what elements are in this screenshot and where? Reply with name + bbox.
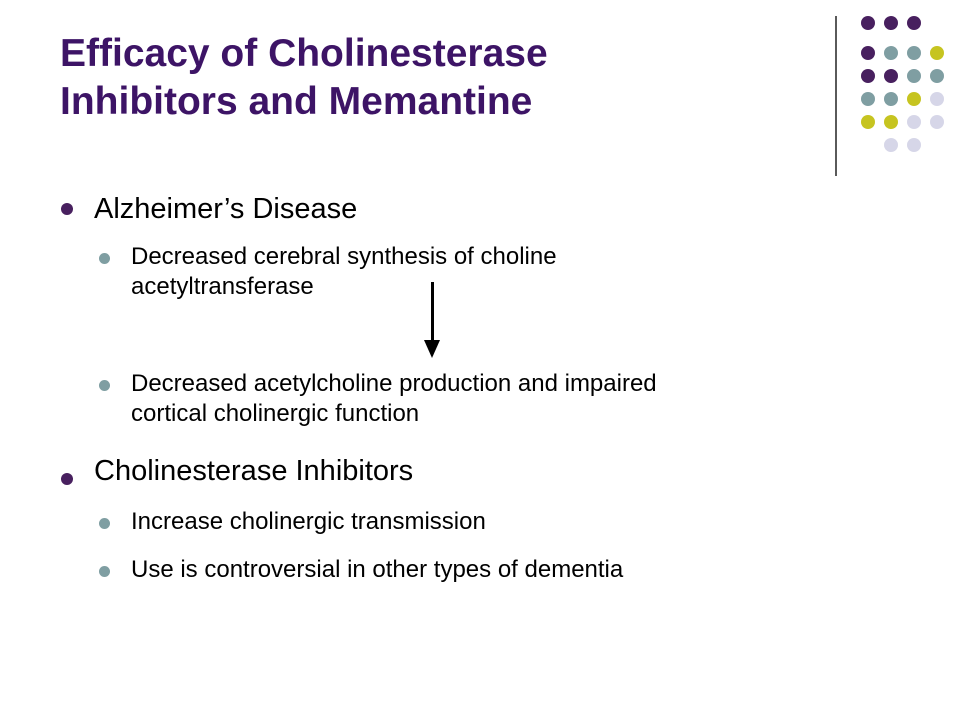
- list-item-controversial: [131, 555, 901, 585]
- decorative-dot: [930, 115, 944, 129]
- list-item-line: Decreased cerebral synthesis of choline: [131, 243, 557, 270]
- arrow-head-icon: [424, 340, 440, 358]
- list-item-acetylcholine: [131, 369, 901, 429]
- decorative-dot: [907, 69, 921, 83]
- decorative-dot: [907, 46, 921, 60]
- bullet-icon: [61, 473, 73, 485]
- list-item-transmission: [131, 507, 901, 537]
- arrow-down-icon: [431, 282, 434, 344]
- decorative-dot: [861, 92, 875, 106]
- list-item-line: Decreased acetylcholine production and impaired: [131, 370, 657, 397]
- decorative-dot: [884, 69, 898, 83]
- decorative-dot: [884, 115, 898, 129]
- sub-bullet-icon: [99, 518, 110, 529]
- decorative-dot: [907, 92, 921, 106]
- decorative-dot: [907, 16, 921, 30]
- section-heading-alzheimers: Alzheimer’s Disease: [94, 193, 358, 225]
- decorative-dot: [930, 69, 944, 83]
- bullet-icon: [61, 203, 73, 215]
- section-heading-inhibitors: Cholinesterase Inhibitors: [94, 455, 414, 487]
- list-item-line: Use is controversial in other types of dementia: [131, 556, 624, 583]
- sub-bullet-icon: [99, 253, 110, 264]
- sub-bullet-icon: [99, 566, 110, 577]
- title-line-2: Inhibitors and Memantine: [60, 80, 533, 123]
- title-divider: [835, 16, 837, 176]
- decorative-dot: [884, 138, 898, 152]
- list-item-line: acetyltransferase: [131, 273, 314, 300]
- decorative-dot: [861, 69, 875, 83]
- decorative-dot: [907, 138, 921, 152]
- list-item-line: cortical cholinergic function: [131, 400, 420, 427]
- decorative-dot: [884, 92, 898, 106]
- decorative-dot: [907, 115, 921, 129]
- slide-title: [60, 30, 820, 126]
- decorative-dot: [930, 92, 944, 106]
- list-item-synthesis: [131, 242, 901, 302]
- decorative-dot: [884, 16, 898, 30]
- decorative-dot: [861, 46, 875, 60]
- decorative-dot: [861, 115, 875, 129]
- decorative-dot: [861, 16, 875, 30]
- decorative-dot: [930, 46, 944, 60]
- title-line-1: Efficacy of Cholinesterase: [60, 32, 548, 75]
- list-item-line: Increase cholinergic transmission: [131, 508, 486, 535]
- decorative-dot: [884, 46, 898, 60]
- sub-bullet-icon: [99, 380, 110, 391]
